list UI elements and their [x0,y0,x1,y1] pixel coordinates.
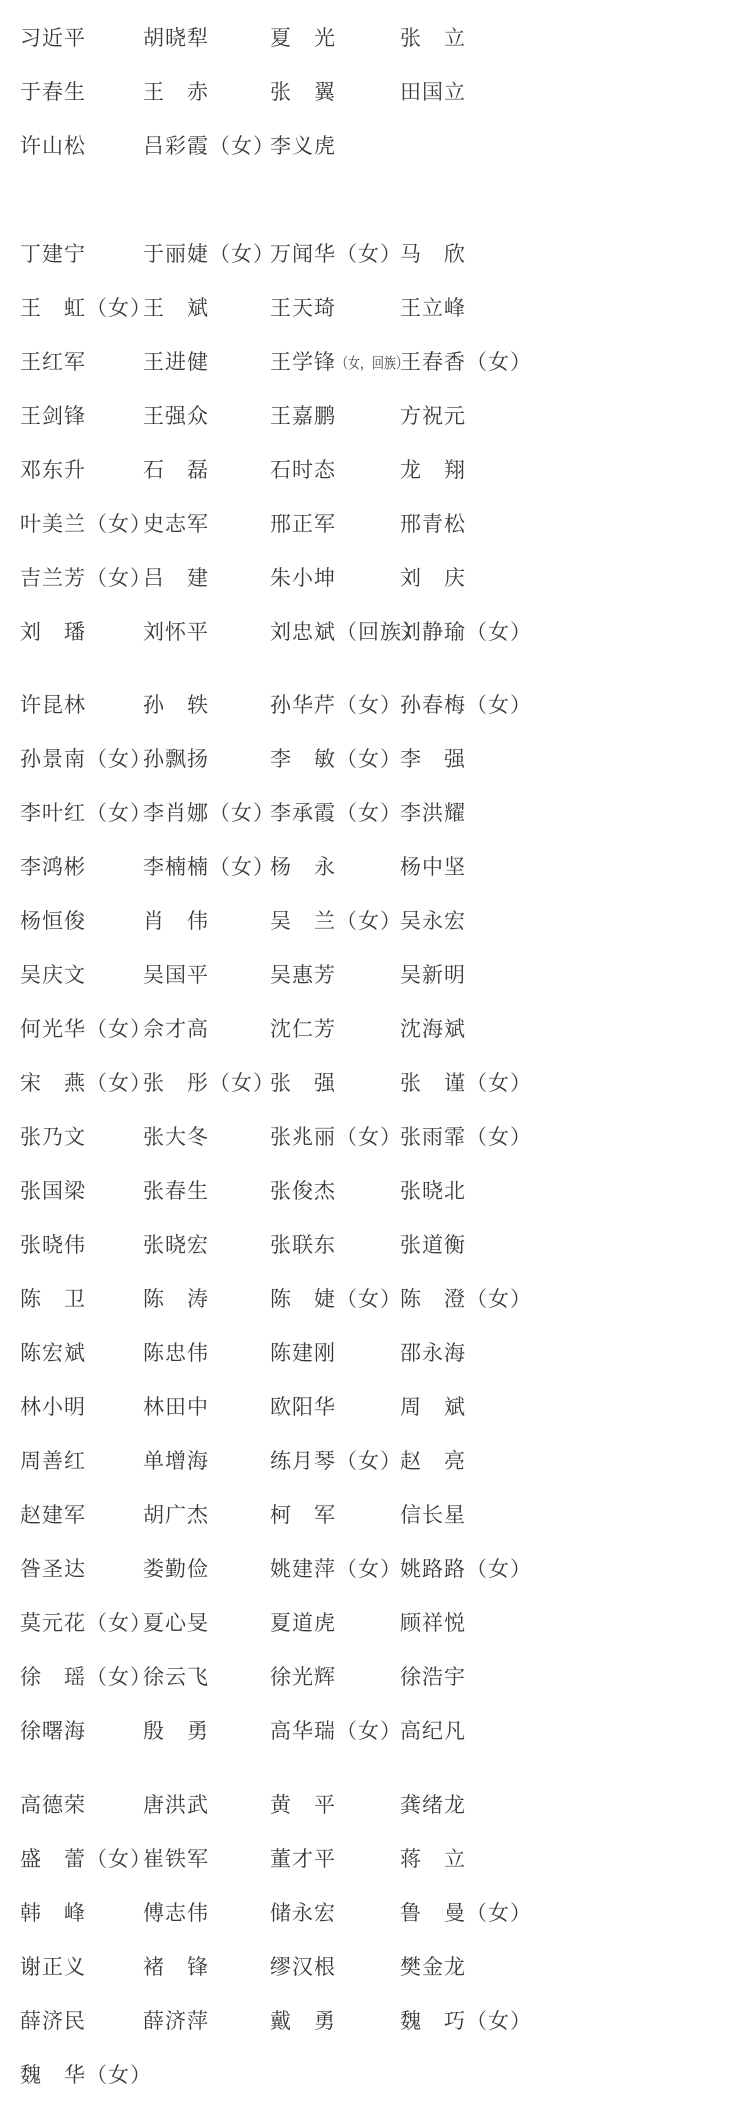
name-row [0,65,750,119]
name-cell: 陈宏斌 [20,1340,86,1365]
name-row [0,1272,750,1326]
name-cell: 薛济民 [20,2008,86,2033]
name-cell: 叶美兰（女） [20,511,152,536]
name-cell: 王 赤 [143,79,209,104]
name-row [0,732,750,786]
name-cell: 王春香（女） [400,349,532,374]
name-cell: 徐浩宇 [400,1664,466,1689]
name-cell: 王剑锋 [20,403,86,428]
name-row [0,894,750,948]
name-cell: 唐洪武 [143,1792,209,1817]
name-cell: 张兆丽（女） [270,1124,402,1149]
name-row [0,1832,750,1886]
name-row [0,11,750,65]
name-cell: 陈 婕（女） [270,1286,402,1311]
name-cell: 谢正义 [20,1954,86,1979]
name-cell: 张 彤（女） [143,1070,275,1095]
name-row [0,227,750,281]
name-cell: 石时态 [270,457,336,482]
name-cell: 石 磊 [143,457,209,482]
name-cell: 张联东 [270,1232,336,1257]
name-cell: 高华瑞（女） [270,1718,402,1743]
name-cell: 邢正军 [270,511,336,536]
name-cell: 王进健 [143,349,209,374]
name-cell: 孙春梅（女） [400,692,532,717]
name-section [0,678,750,1758]
name-cell: 魏 巧（女） [400,2008,532,2033]
name-cell: 沈仁芳 [270,1016,336,1041]
name-row [0,497,750,551]
name-cell: 欧阳华 [270,1394,336,1419]
name-cell: 朱小坤 [270,565,336,590]
name-cell: 吴永宏 [400,908,466,933]
name-cell: 李义虎 [270,133,336,158]
name-row [0,948,750,1002]
name-cell: 陈 涛 [143,1286,209,1311]
name-row [0,1596,750,1650]
name-section [0,11,750,173]
name-cell: 佘才高 [143,1016,209,1041]
name-cell: 张乃文 [20,1124,86,1149]
name-cell: 邢青松 [400,511,466,536]
name-row [0,1218,750,1272]
name-cell: 赵 亮 [400,1448,466,1473]
name-cell: 刘 庆 [400,565,466,590]
name-cell: 许昆林 [20,692,86,717]
name-row [0,1434,750,1488]
name-cell: 徐云飞 [143,1664,209,1689]
name-cell: 王嘉鹏 [270,403,336,428]
name-row [0,1488,750,1542]
name-cell: 邓东升 [20,457,86,482]
name-row [0,786,750,840]
name-cell: 陈忠伟 [143,1340,209,1365]
name-cell: 陈 澄（女） [400,1286,532,1311]
name-row [0,1056,750,1110]
person-name: 王学锋 [270,349,336,374]
name-cell: 张春生 [143,1178,209,1203]
name-row [0,1886,750,1940]
name-row [0,1994,750,2048]
name-cell: 戴 勇 [270,2008,336,2033]
name-cell: 徐光辉 [270,1664,336,1689]
name-cell: 李鸿彬 [20,854,86,879]
name-cell: 吴新明 [400,962,466,987]
name-cell: 吕彩霞（女） [143,133,275,158]
name-row [0,389,750,443]
name-cell: 刘 璠 [20,619,86,644]
name-cell: 李 强 [400,746,466,771]
name-cell: 王立峰 [400,295,466,320]
name-cell: 田国立 [400,79,466,104]
name-row [0,281,750,335]
name-cell: 张 谨（女） [400,1070,532,1095]
name-cell: 张大冬 [143,1124,209,1149]
name-cell: 林田中 [143,1394,209,1419]
name-cell: 韩 峰 [20,1900,86,1925]
name-cell: 刘忠斌（回族） [270,619,424,644]
name-row [0,1704,750,1758]
name-cell: 夏 光 [270,25,336,50]
name-cell: 练月琴（女） [270,1448,402,1473]
name-cell: 王 斌 [143,295,209,320]
name-cell: 吕 建 [143,565,209,590]
name-cell: 杨恒俊 [20,908,86,933]
name-cell: 赵建军 [20,1502,86,1527]
name-cell: 徐曙海 [20,1718,86,1743]
name-cell: 孙飘扬 [143,746,209,771]
name-cell: 宋 燕（女） [20,1070,152,1095]
name-cell: 顾祥悦 [400,1610,466,1635]
name-cell: 莫元花（女） [20,1610,152,1635]
name-cell: 吴国平 [143,962,209,987]
name-cell: 鲁 曼（女） [400,1900,532,1925]
name-section [0,1778,750,2102]
name-cell: 史志军 [143,511,209,536]
name-row [0,605,750,659]
name-row [0,443,750,497]
name-cell: 崔铁军 [143,1846,209,1871]
name-cell: 殷 勇 [143,1718,209,1743]
name-cell: 马 欣 [400,241,466,266]
name-cell: 姚路路（女） [400,1556,532,1581]
name-cell: 邵永海 [400,1340,466,1365]
name-cell: 信长星 [400,1502,466,1527]
name-cell: 李肖娜（女） [143,800,275,825]
name-cell: 许山松 [20,133,86,158]
name-cell: 张 强 [270,1070,336,1095]
name-cell: 樊金龙 [400,1954,466,1979]
name-cell: 刘怀平 [143,619,209,644]
name-row [0,1326,750,1380]
name-row [0,1650,750,1704]
name-row [0,1778,750,1832]
name-cell: 方祝元 [400,403,466,428]
name-row [0,2048,750,2102]
name-cell: 张晓北 [400,1178,466,1203]
name-cell: 李 敏（女） [270,746,402,771]
name-cell: 张晓伟 [20,1232,86,1257]
name-cell: 高德荣 [20,1792,86,1817]
name-cell: 夏道虎 [270,1610,336,1635]
name-cell: 吴庆文 [20,962,86,987]
name-row [0,1110,750,1164]
name-cell: 周善红 [20,1448,86,1473]
name-section [0,227,750,659]
name-cell: 龙 翔 [400,457,466,482]
name-cell: 胡广杰 [143,1502,209,1527]
name-cell: 刘静瑜（女） [400,619,532,644]
name-cell: 单增海 [143,1448,209,1473]
name-cell: 张雨霏（女） [400,1124,532,1149]
name-cell: 吴惠芳 [270,962,336,987]
name-cell: 陈建刚 [270,1340,336,1365]
name-cell: 周 斌 [400,1394,466,1419]
name-row [0,1380,750,1434]
name-row [0,1940,750,1994]
name-cell: 肖 伟 [143,908,209,933]
name-row [0,1164,750,1218]
name-cell: 夏心旻 [143,1610,209,1635]
name-cell: 李叶红（女） [20,800,152,825]
name-cell: 杨 永 [270,854,336,879]
name-cell: 蒋 立 [400,1846,466,1871]
name-cell: 缪汉根 [270,1954,336,1979]
name-cell: 薛济萍 [143,2008,209,2033]
name-cell: 吉兰芳（女） [20,565,152,590]
name-row [0,1002,750,1056]
name-cell: 姚建萍（女） [270,1556,402,1581]
name-cell: 盛 蕾（女） [20,1846,152,1871]
name-cell: 李楠楠（女） [143,854,275,879]
name-cell: 吴 兰（女） [270,908,402,933]
name-cell: 黄 平 [270,1792,336,1817]
name-row [0,551,750,605]
name-cell: 李洪耀 [400,800,466,825]
name-cell: 王 虹（女） [20,295,152,320]
name-cell: 徐 瑶（女） [20,1664,152,1689]
name-cell: 张国梁 [20,1178,86,1203]
name-cell: 张道衡 [400,1232,466,1257]
name-row [0,1542,750,1596]
name-cell: 魏 华（女） [20,2062,152,2087]
name-row [0,119,750,173]
name-cell: 张 立 [400,25,466,50]
name-cell: 林小明 [20,1394,86,1419]
name-cell: 陈 卫 [20,1286,86,1311]
name-cell: 习近平 [20,25,86,50]
name-cell: 杨中坚 [400,854,466,879]
name-cell: 李承霞（女） [270,800,402,825]
name-cell: 昝圣达 [20,1556,86,1581]
name-cell: 储永宏 [270,1900,336,1925]
name-row [0,678,750,732]
name-cell: 孙景南（女） [20,746,152,771]
name-row [0,335,750,389]
name-cell: 万闻华（女） [270,241,402,266]
name-cell: 龚绪龙 [400,1792,466,1817]
name-cell: 董才平 [270,1846,336,1871]
name-cell: 王天琦 [270,295,336,320]
name-cell: 高纪凡 [400,1718,466,1743]
name-cell: 胡晓犁 [143,25,209,50]
person-annotation: （女，回族） [336,355,409,372]
name-cell: 褚 锋 [143,1954,209,1979]
name-cell: 柯 军 [270,1502,336,1527]
name-row [0,840,750,894]
name-cell: 娄勤俭 [143,1556,209,1581]
name-cell: 于春生 [20,79,86,104]
name-cell [270,349,409,374]
name-cell: 傅志伟 [143,1900,209,1925]
name-cell: 丁建宁 [20,241,86,266]
name-cell: 沈海斌 [400,1016,466,1041]
name-cell: 于丽婕（女） [143,241,275,266]
name-cell: 何光华（女） [20,1016,152,1041]
name-cell: 王红军 [20,349,86,374]
name-cell: 王强众 [143,403,209,428]
name-cell: 张晓宏 [143,1232,209,1257]
name-cell: 孙 轶 [143,692,209,717]
name-cell: 张 翼 [270,79,336,104]
name-cell: 张俊杰 [270,1178,336,1203]
name-cell: 孙华芹（女） [270,692,402,717]
